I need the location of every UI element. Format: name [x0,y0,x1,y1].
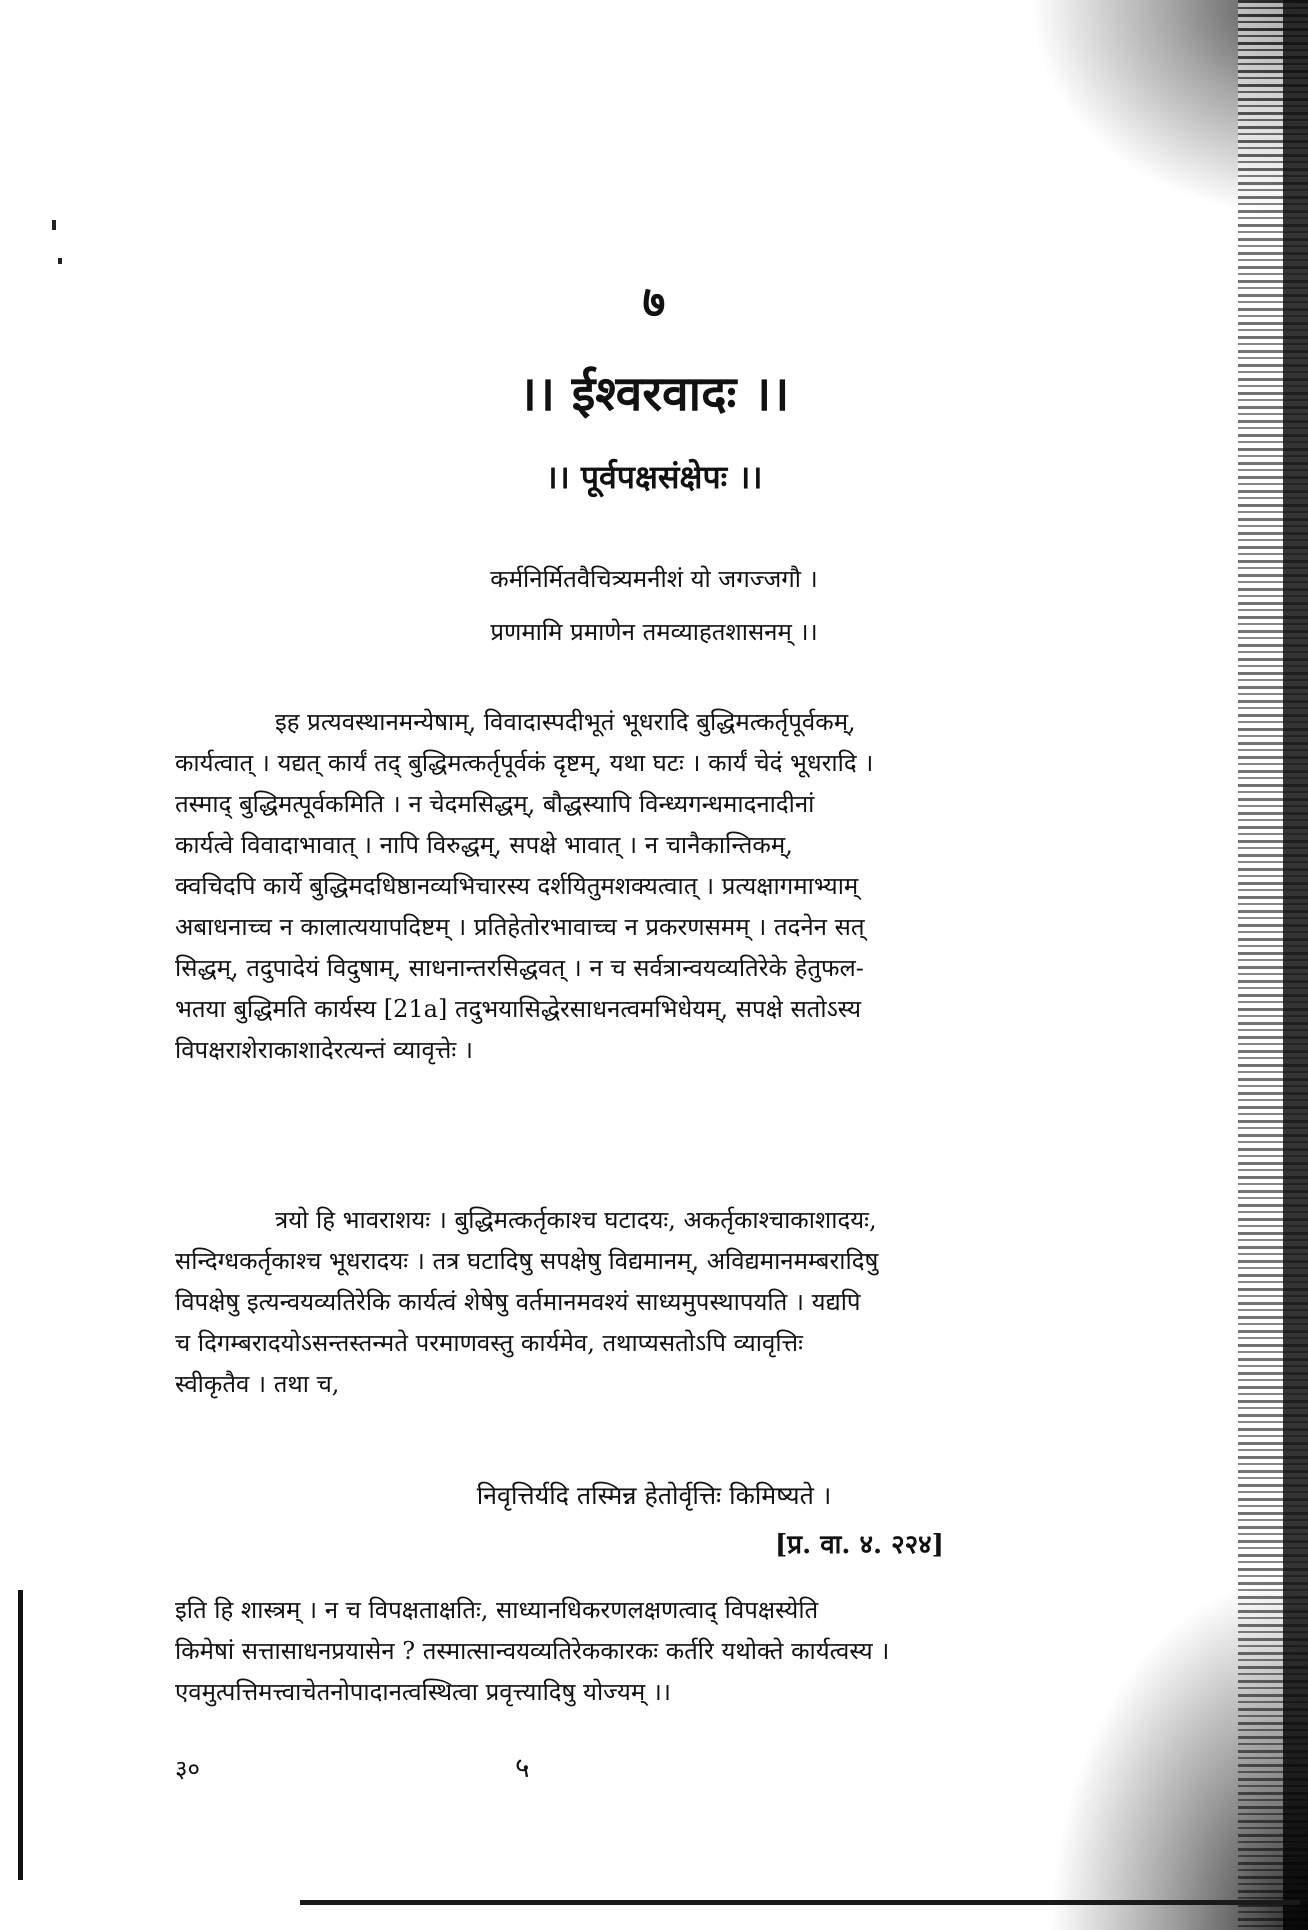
quote-reference: [प्र. वा. ४. २२४] [775,1530,944,1560]
text-line: इति हि शास्त्रम् । न च विपक्षताक्षतिः, साध्यानधिकरणलक्षणत्वाद् विपक्षस्येति [175,1596,819,1624]
text-line: एवमुत्पत्तिमत्त्वाचेतनोपादानत्वस्थित्वा प्रवृत्त्यादिषु योज्यम् ।। [175,1678,671,1706]
text-line: कार्यत्वात् । यद्यत् कार्यं तद् बुद्धिमत्कर्तृपूर्वकं दृष्टम्, यथा घटः । कार्यं चेदं भूधरादि । [175,749,874,777]
text-line: भतया बुद्धिमति कार्यस्य [21a] तदुभयासिद्धेरसाधनत्वमभिधेयम्, सपक्षे सतोऽस्य [175,995,862,1023]
quoted-verse: निवृत्तिर्यदि तस्मिन्न हेतोर्वृत्तिः किमिष्यते । [476,1481,832,1510]
text-line: विपक्षराशेराकाशादेरत्यन्तं व्यावृत्तेः । [175,1036,473,1064]
text-line: किमेषां सत्तासाधनप्रयासेन ? तस्मात्सान्वयव्यतिरेककारकः कर्तरि यथोक्ते कार्यत्वस्य । [175,1637,890,1665]
text-line: च दिगम्बरादयोऽसन्तस्तन्मते परमाणवस्तु कार्यमेव, तथाप्यसतोऽपि व्यावृत्तिः [175,1329,803,1357]
left-margin-mark [18,1590,23,1880]
text-line: सन्दिग्धकर्तृकाश्च भूधरादयः । तत्र घटादिषु सपक्षेषु विद्यमानम्, अविद्यमानमम्बरादिषु [175,1247,879,1275]
chapter-number: ७ [642,277,666,328]
text-line: विपक्षेषु इत्यन्वयव्यतिरेकि कार्यत्वं शेषेषु वर्तमानमवश्यं साध्यमुपस्थापयति । यद्यपि [175,1288,861,1316]
invocation-line-1: कर्मनिर्मितवैचित्र्यमनीशं यो जगज्जगौ । [490,565,818,593]
text-line: अबाधनाच्च न कालात्ययापदिष्टम् । प्रतिहेतोरभावाच्च न प्रकरणसमम् । तदनेन सत् [175,913,865,941]
text-line: कार्यत्वे विवादाभावात् । नापि विरुद्धम्, सपक्षे भावात् । न चानैकान्तिकम्, [175,831,793,859]
scan-dot [52,220,56,230]
text-line: त्रयो हि भावराशयः । बुद्धिमत्कर्तृकाश्च घटादयः, अकर्तृकाश्चाकाशादयः, [275,1206,877,1234]
text-line: तस्माद् बुद्धिमत्पूर्वकमिति । न चेदमसिद्धम्, बौद्धस्यापि विन्ध्यगन्धमादनादीनां [175,790,815,818]
text-line: क्वचिदपि कार्ये बुद्धिमदधिष्ठानव्यभिचारस्य दर्शयितुमशक्यत्वात् । प्रत्यक्षागमाभ्याम् [175,872,859,900]
chapter-title: ।। ईश्वरवादः ।। [518,366,790,422]
section-subtitle: ।। पूर्वपक्षसंक्षेपः ।। [545,458,763,496]
page-number: ३० [175,1755,200,1783]
paragraph-3 [175,1590,1105,1713]
paragraph-1 [175,702,1105,1071]
bottom-rule [300,1900,1300,1905]
text-line: सिद्धम्, तदुपादेयं विदुषाम्, साधनान्तरसिद्धवत् । न च सर्वत्रान्वयव्यतिरेके हेतुफल- [175,954,864,982]
text-line: इह प्रत्यवस्थानमन्येषाम्, विवादास्पदीभूतं भूधरादि बुद्धिमत्कर्तृपूर्वकम्, [275,708,856,736]
paragraph-2 [175,1200,1105,1405]
signature-mark: ५ [515,1751,530,1784]
text-line: स्वीकृतैव । तथा च, [175,1370,340,1398]
invocation-line-2: प्रणमामि प्रमाणेन तमव्याहतशासनम् ।। [490,618,818,646]
scan-dot [58,258,62,264]
